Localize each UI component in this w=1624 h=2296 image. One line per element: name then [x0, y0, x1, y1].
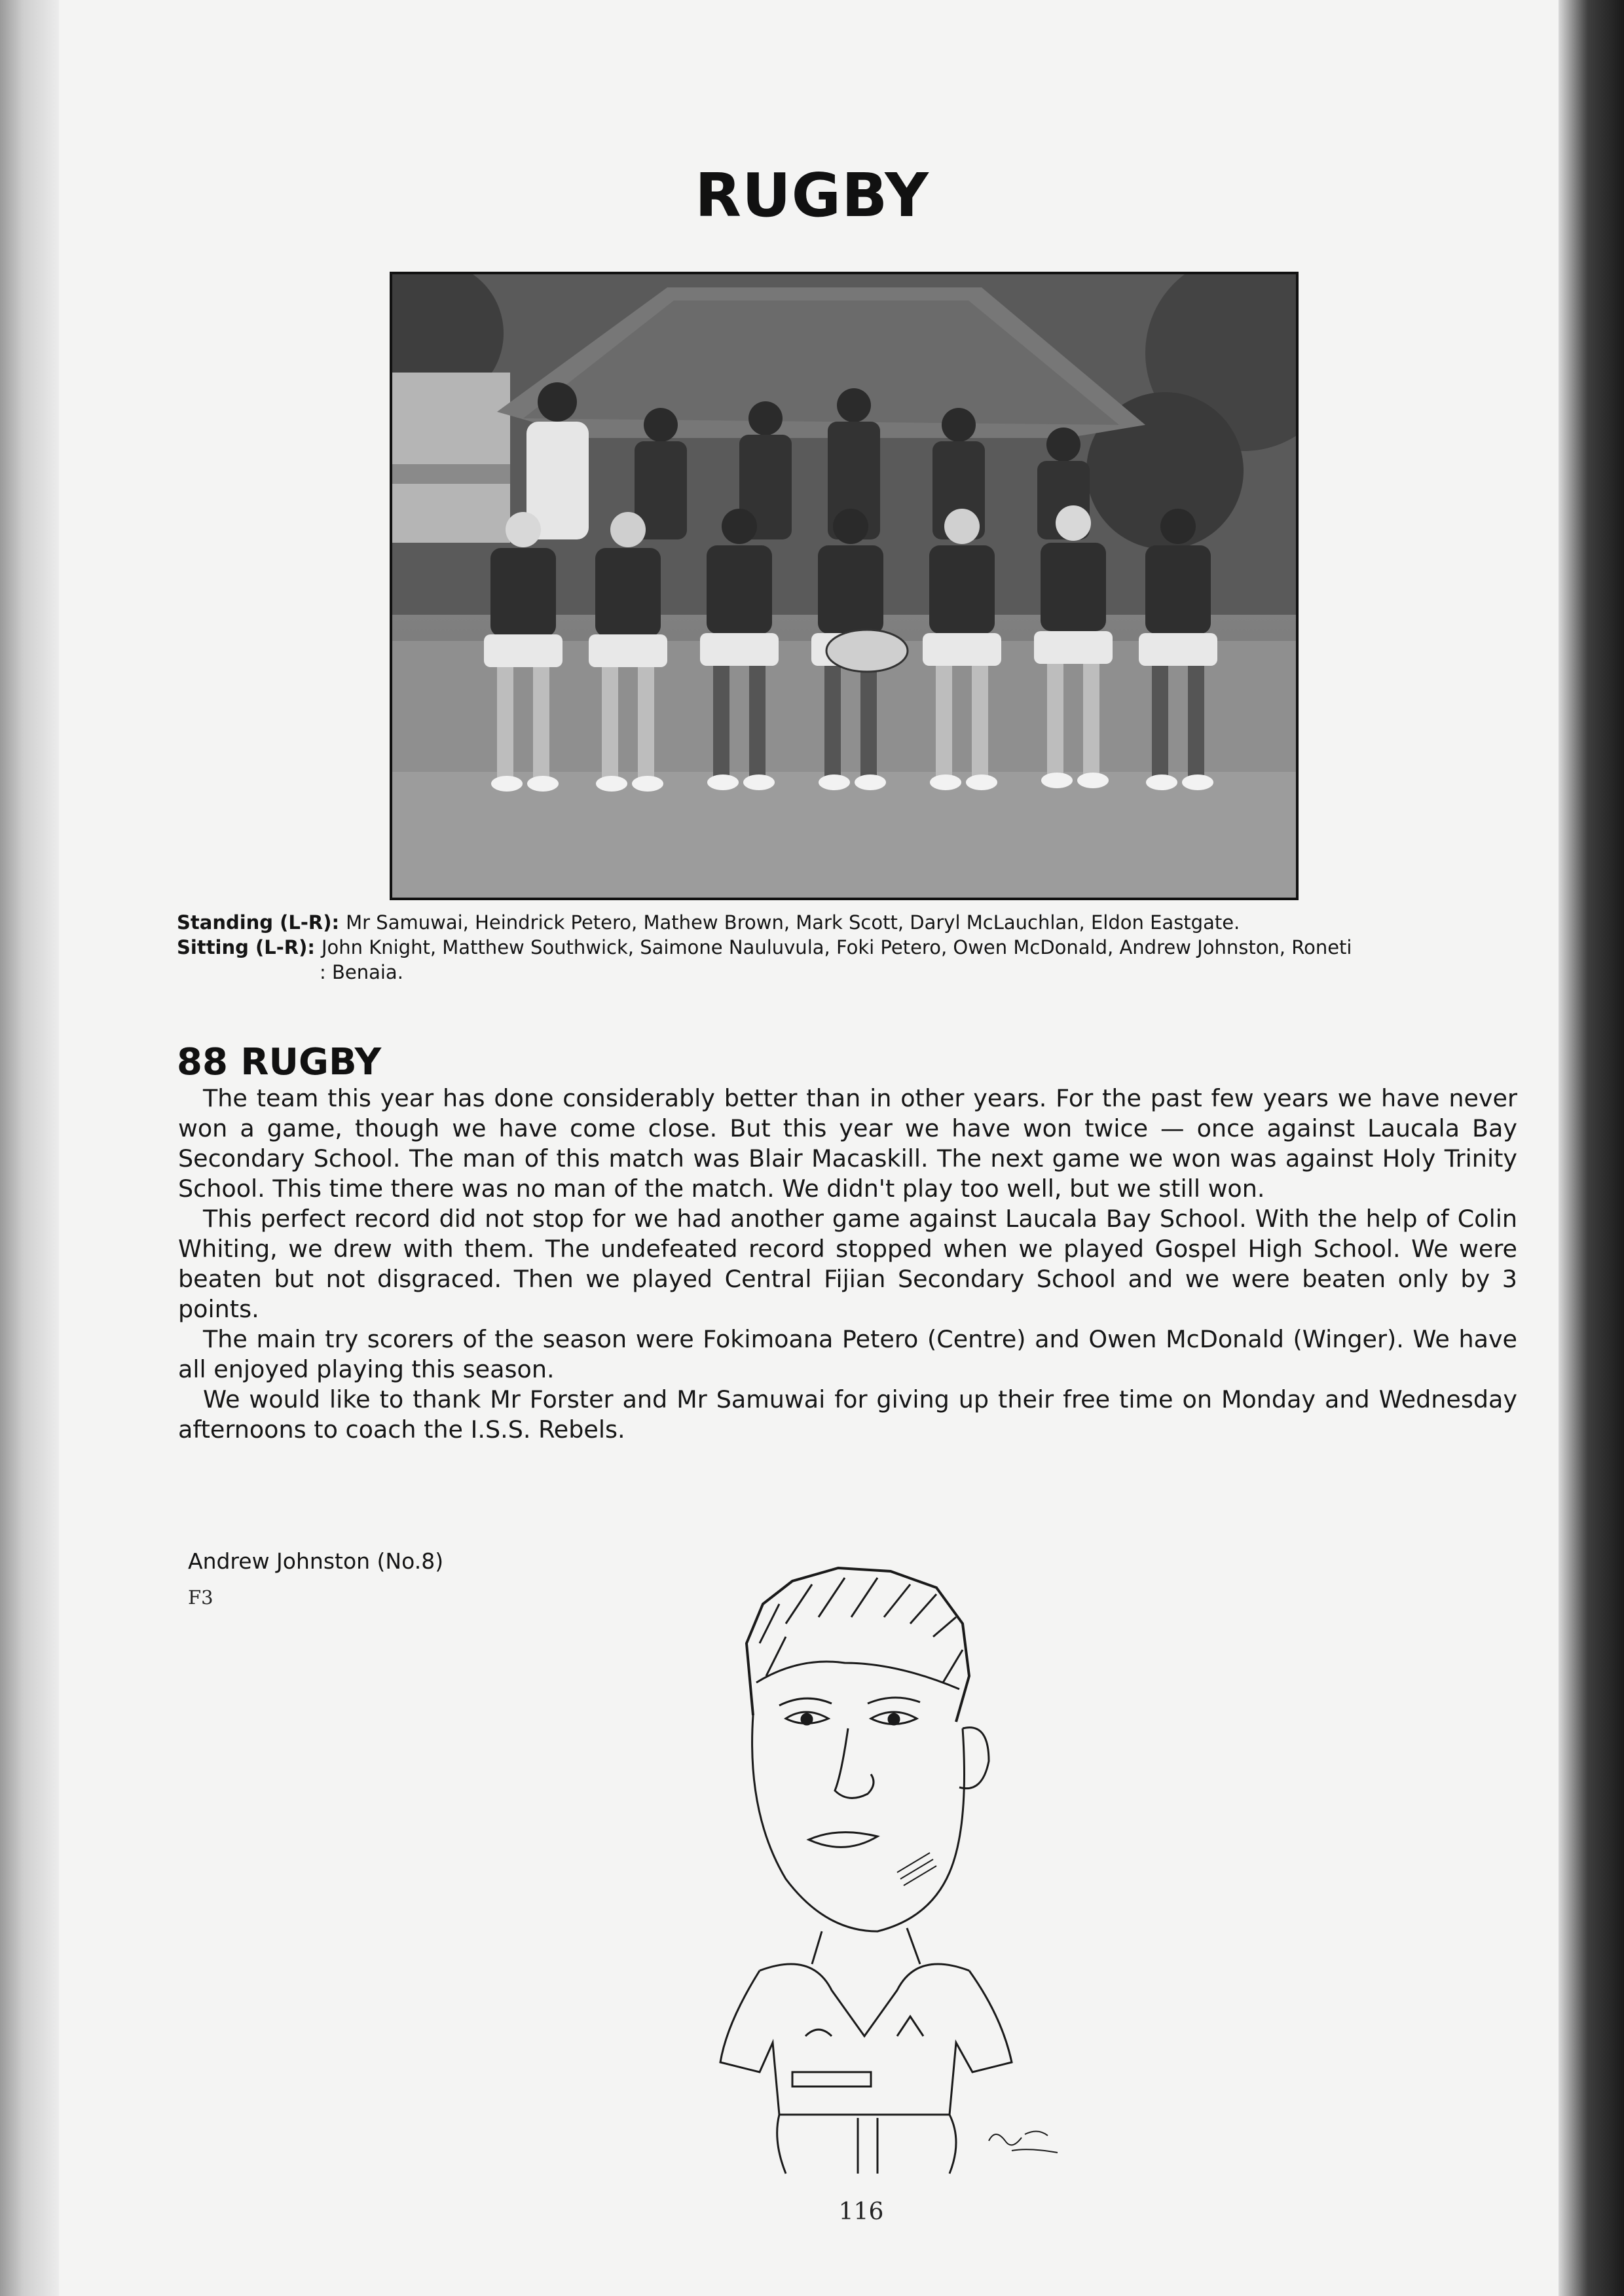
photo-caption [177, 910, 1519, 985]
standing-label: Standing (L-R): [177, 911, 340, 934]
team-photo [390, 272, 1299, 900]
author-form: F3 [188, 1586, 213, 1609]
page-gutter [0, 0, 59, 2296]
page-edge-shadow [1559, 0, 1624, 2296]
sitting-names-continued: : Benaia. [320, 961, 403, 983]
page-title: RUGBY [695, 160, 929, 230]
caption-sitting-continued [177, 960, 1519, 985]
article-paragraph: We would like to thank Mr Forster and Mr Samuwai for giving up their free time on Monday and Wednesday afternoons to coach the I.S.S. Rebels. [178, 1385, 1517, 1444]
article-paragraph: The team this year has done considerably better than in other years. For the past few years we have never won a game, though we have come close. But this year we have won twice — once against Laucala Bay Secondary School. The man of this match was Blair Macaskill. The next game we won was against Holy Trinity School. This time there was no man of the match. We didn't play too well, but we still won. [178, 1084, 1517, 1203]
sitting-names: John Knight, Matthew Southwick, Saimone Nauluvula, Foki Petero, Owen McDonald, Andrew Johnston, Roneti [321, 936, 1352, 958]
caption-sitting [177, 935, 1519, 960]
article-heading: 88 RUGBY [177, 1041, 382, 1084]
standing-names: Mr Samuwai, Heindrick Petero, Mathew Brown, Mark Scott, Daryl McLauchlan, Eldon Eastgate. [346, 911, 1240, 934]
caption-standing [177, 910, 1519, 935]
rugby-player-cartoon [681, 1565, 1074, 2180]
article-paragraph: This perfect record did not stop for we had another game against Laucala Bay School. With the help of Colin Whiting, we drew with them. The undefeated record stopped when we played Gospel High School. We were beaten but not disgraced. Then we played Central Fijian Secondary School and we were beaten only by 3 points. [178, 1205, 1517, 1323]
sitting-label: Sitting (L-R): [177, 936, 315, 958]
page-number: 116 [838, 2198, 884, 2225]
author-name: Andrew Johnston (No.8) [188, 1548, 444, 1574]
article-body [178, 1084, 1517, 1445]
article-paragraph: The main try scorers of the season were Fokimoana Petero (Centre) and Owen McDonald (Winger). We have all enjoyed playing this season. [178, 1325, 1517, 1383]
